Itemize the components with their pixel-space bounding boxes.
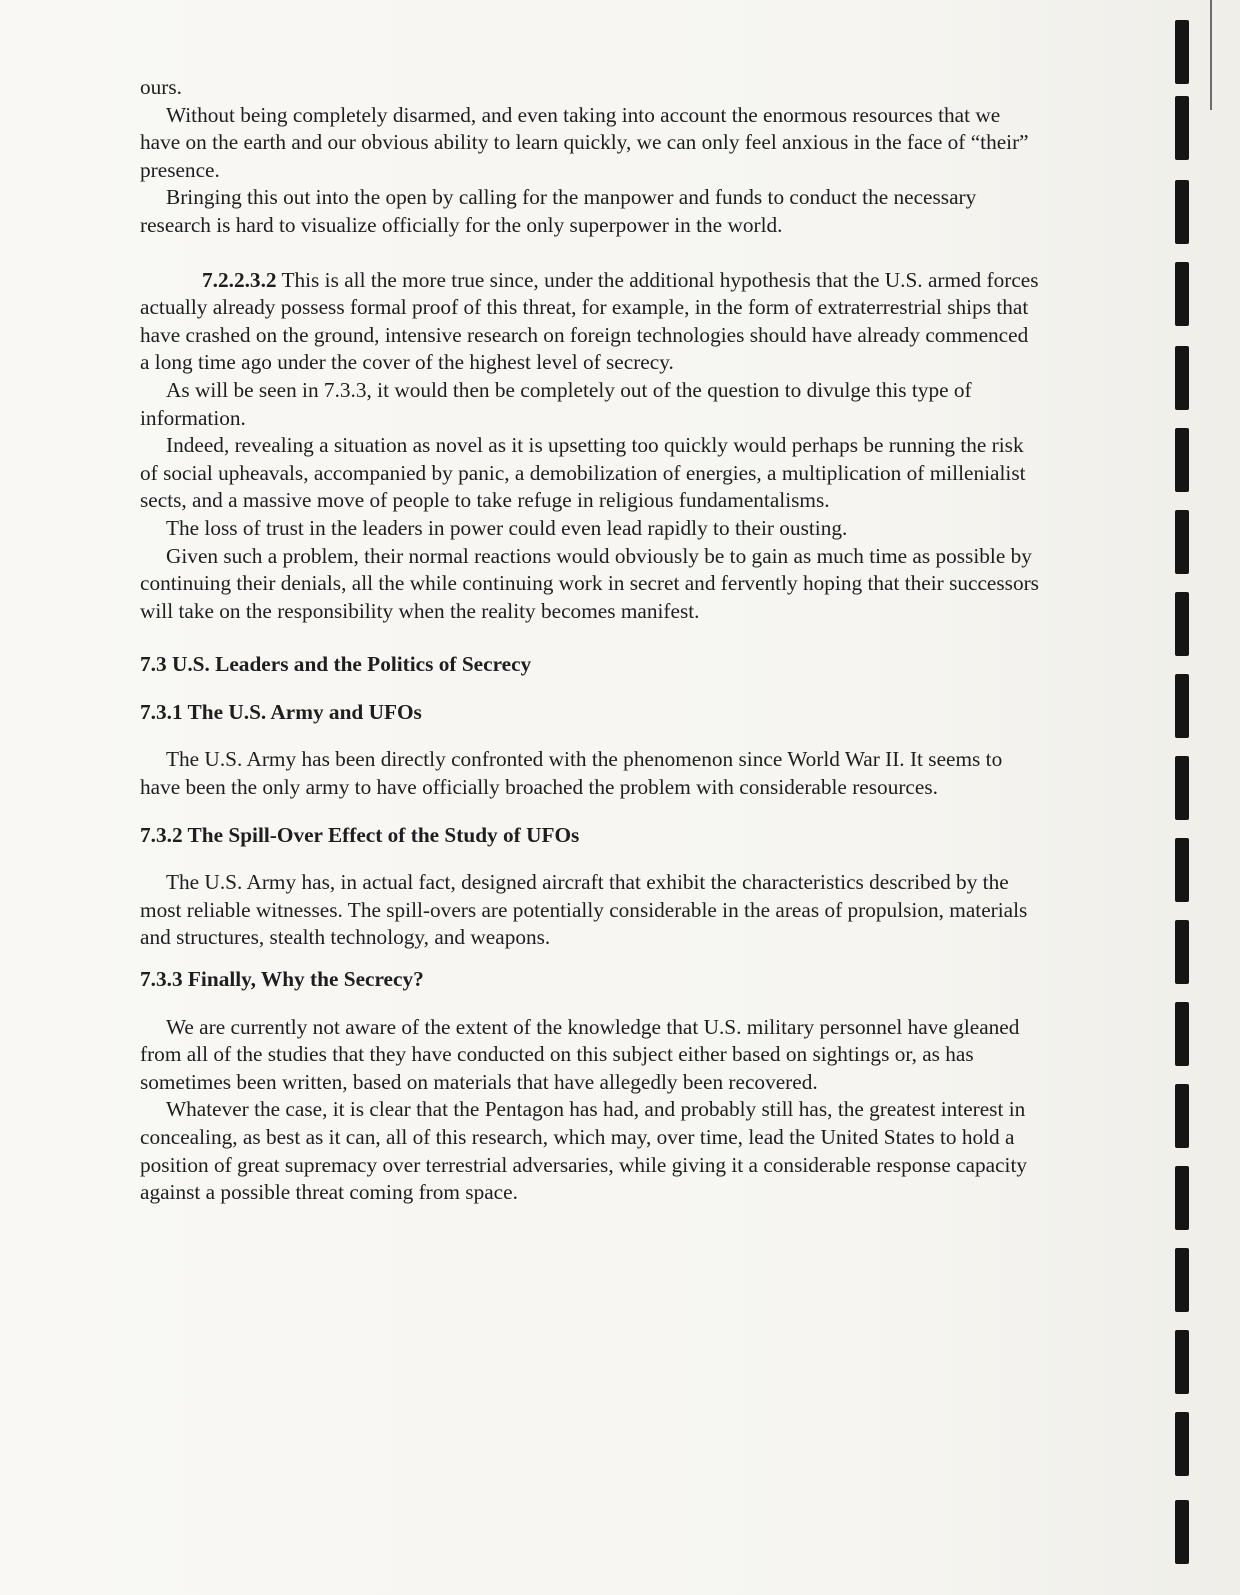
binding-hole — [1175, 1084, 1189, 1148]
section-heading-7-3-2: 7.3.2 The Spill-Over Effect of the Study of UFOs — [140, 822, 580, 847]
document-body — [140, 74, 1040, 1207]
section-heading-7-3-3: 7.3.3 Finally, Why the Secrecy? — [140, 967, 424, 992]
binding-hole — [1175, 838, 1189, 902]
section-heading-7-3-1: 7.3.1 The U.S. Army and UFOs — [140, 699, 422, 724]
binding-hole — [1175, 1166, 1189, 1230]
binding-hole — [1175, 756, 1189, 820]
paragraph: Whatever the case, it is clear that the Pentagon has had, and probably still has, the greatest interest in concealing, as best as it can, all of this research, which may, over time, lead the United States to hold a position of great supremacy over terrestrial adversaries, while giving it a considerable response capacity against a possible threat coming from space. — [140, 1097, 1028, 1205]
paragraph: Without being completely disarmed, and even taking into account the enormous resources that we have on the earth and our obvious ability to learn quickly, we can only feel anxious in the face of “their” presence. — [140, 102, 1029, 182]
paragraph: As will be seen in 7.3.3, it would then be completely out of the question to divulge this type of information. — [140, 377, 972, 430]
binding-hole — [1175, 1500, 1189, 1564]
page-edge-line — [1210, 0, 1212, 110]
section-heading-7-3: 7.3 U.S. Leaders and the Politics of Secrecy — [140, 652, 532, 677]
binding-hole — [1175, 674, 1189, 738]
binding-hole — [1175, 262, 1189, 326]
paragraph: ours. — [140, 75, 183, 99]
binding-hole — [1175, 1002, 1189, 1066]
spiral-binding — [1175, 0, 1205, 1595]
binding-hole — [1175, 180, 1189, 244]
binding-hole — [1175, 96, 1189, 160]
binding-hole — [1175, 1248, 1189, 1312]
paragraph: Indeed, revealing a situation as novel as it is upsetting too quickly would perhaps be running the risk of social upheavals, accompanied by panic, a demobilization of energies, a multiplication of millenialist sects, and a massive move of people to take refuge in religious fundamentalisms. — [140, 433, 1026, 513]
paragraph: We are currently not aware of the extent of the knowledge that U.S. military personnel have gleaned from all of the studies that they have conducted on this subject either based on sightings or, as has sometimes been written, based on materials that have allegedly been recovered. — [140, 1014, 1020, 1094]
binding-hole — [1175, 346, 1189, 410]
binding-hole — [1175, 510, 1189, 574]
binding-hole — [1175, 20, 1189, 84]
paragraph: The U.S. Army has, in actual fact, designed aircraft that exhibit the characteristics described by the most reliable witnesses. The spill-overs are potentially considerable in the areas of propulsion, materials and structures, stealth technology, and weapons. — [140, 870, 1028, 950]
section-text: This is all the more true since, under the additional hypothesis that the U.S. armed forces actually already possess formal proof of this threat, for example, in the form of extraterrestrial ships that have crashed on the ground, intensive research on foreign technologies should have already commenced a long time ago under the cover of the highest level of secrecy. — [140, 267, 1039, 375]
section-7-2-2-3-2-paragraph — [140, 267, 1040, 377]
binding-hole — [1175, 428, 1189, 492]
paragraph: Bringing this out into the open by calling for the manpower and funds to conduct the necessary research is hard to visualize officially for the only superpower in the world. — [140, 185, 977, 237]
paragraph: Given such a problem, their normal reactions would obviously be to gain as much time as possible by continuing their denials, all the while continuing work in secret and fervently hoping that their successors will take on the responsibility when the reality becomes manifest. — [140, 543, 1039, 623]
binding-hole — [1175, 592, 1189, 656]
paragraph: The U.S. Army has been directly confronted with the phenomenon since World War II. It seems to have been the only army to have officially broached the problem with considerable resources. — [140, 747, 1003, 800]
binding-hole — [1175, 1330, 1189, 1394]
section-number: 7.2.2.3.2 — [202, 267, 277, 292]
paragraph: The loss of trust in the leaders in power could even lead rapidly to their ousting. — [166, 515, 848, 540]
binding-hole — [1175, 920, 1189, 984]
binding-hole — [1175, 1412, 1189, 1476]
